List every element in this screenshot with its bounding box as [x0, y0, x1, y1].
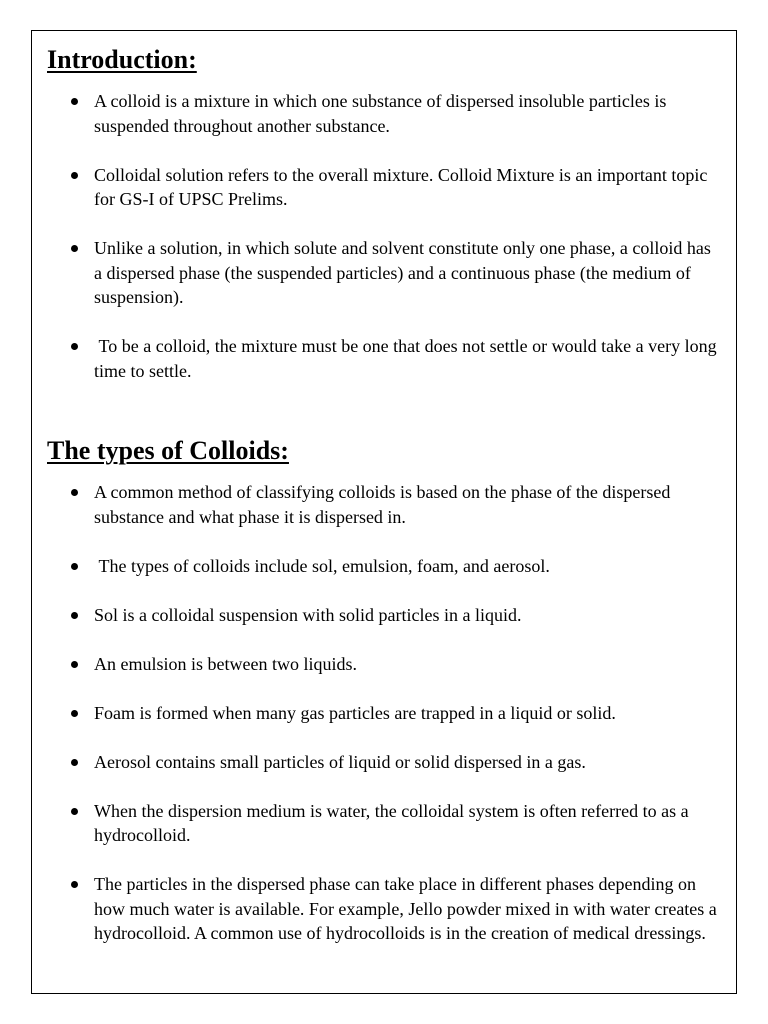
list-item-text: Colloidal solution refers to the overall mixture. Colloid Mixture is an important topic for GS-I of UPSC Prelims.: [94, 164, 708, 209]
bullet-icon: [71, 808, 78, 815]
list-item: [32, 554, 738, 579]
types-bullet-list: [32, 480, 738, 970]
list-item: [32, 652, 738, 677]
list-item-text: To be a colloid, the mixture must be one that does not settle or would take a very long time to settle.: [94, 336, 722, 381]
bullet-icon: [71, 661, 78, 668]
bullet-icon: [71, 710, 78, 717]
bullet-icon: [71, 612, 78, 619]
list-item-text: The particles in the dispersed phase can take place in different phases depending on how much water is available. For example, Jello powder mixed in with water creates a hydrocolloid. A common use of hydrocolloids is in the creation of medical dressings.: [94, 874, 717, 943]
document-frame: [31, 30, 737, 994]
list-item: [32, 89, 738, 138]
list-item: [32, 236, 738, 310]
list-item-text: When the dispersion medium is water, the colloidal system is often referred to as a hydrocolloid.: [94, 800, 689, 845]
list-item: [32, 603, 738, 628]
bullet-icon: [71, 563, 78, 570]
list-item-text: The types of colloids include sol, emulsion, foam, and aerosol.: [94, 555, 550, 576]
list-item: [32, 701, 738, 726]
list-item-text: Aerosol contains small particles of liquid or solid dispersed in a gas.: [94, 751, 586, 772]
bullet-icon: [71, 489, 78, 496]
list-item-text: An emulsion is between two liquids.: [94, 653, 357, 674]
list-item-text: Unlike a solution, in which solute and solvent constitute only one phase, a colloid has a dispersed phase (the suspended particles) and a continuous phase (the medium of suspension).: [94, 238, 711, 307]
list-item-text: Foam is formed when many gas particles are trapped in a liquid or solid.: [94, 702, 616, 723]
bullet-icon: [71, 245, 78, 252]
list-item: [32, 799, 738, 848]
list-item-text: A colloid is a mixture in which one substance of dispersed insoluble particles is suspended throughout another substance.: [94, 91, 667, 136]
list-item: [32, 334, 738, 383]
list-item-text: A common method of classifying colloids is based on the phase of the dispersed substance and what phase it is dispersed in.: [94, 482, 671, 527]
bullet-icon: [71, 172, 78, 179]
bullet-icon: [71, 98, 78, 105]
list-item: [32, 163, 738, 212]
bullet-icon: [71, 343, 78, 350]
list-item: [32, 480, 738, 529]
bullet-icon: [71, 759, 78, 766]
list-item: [32, 750, 738, 775]
list-item: [32, 872, 738, 946]
bullet-icon: [71, 881, 78, 888]
introduction-bullet-list: [32, 89, 738, 408]
section-heading-introduction: Introduction:: [47, 45, 197, 74]
section-heading-types-of-colloids: The types of Colloids:: [47, 436, 289, 465]
list-item-text: Sol is a colloidal suspension with solid particles in a liquid.: [94, 604, 522, 625]
